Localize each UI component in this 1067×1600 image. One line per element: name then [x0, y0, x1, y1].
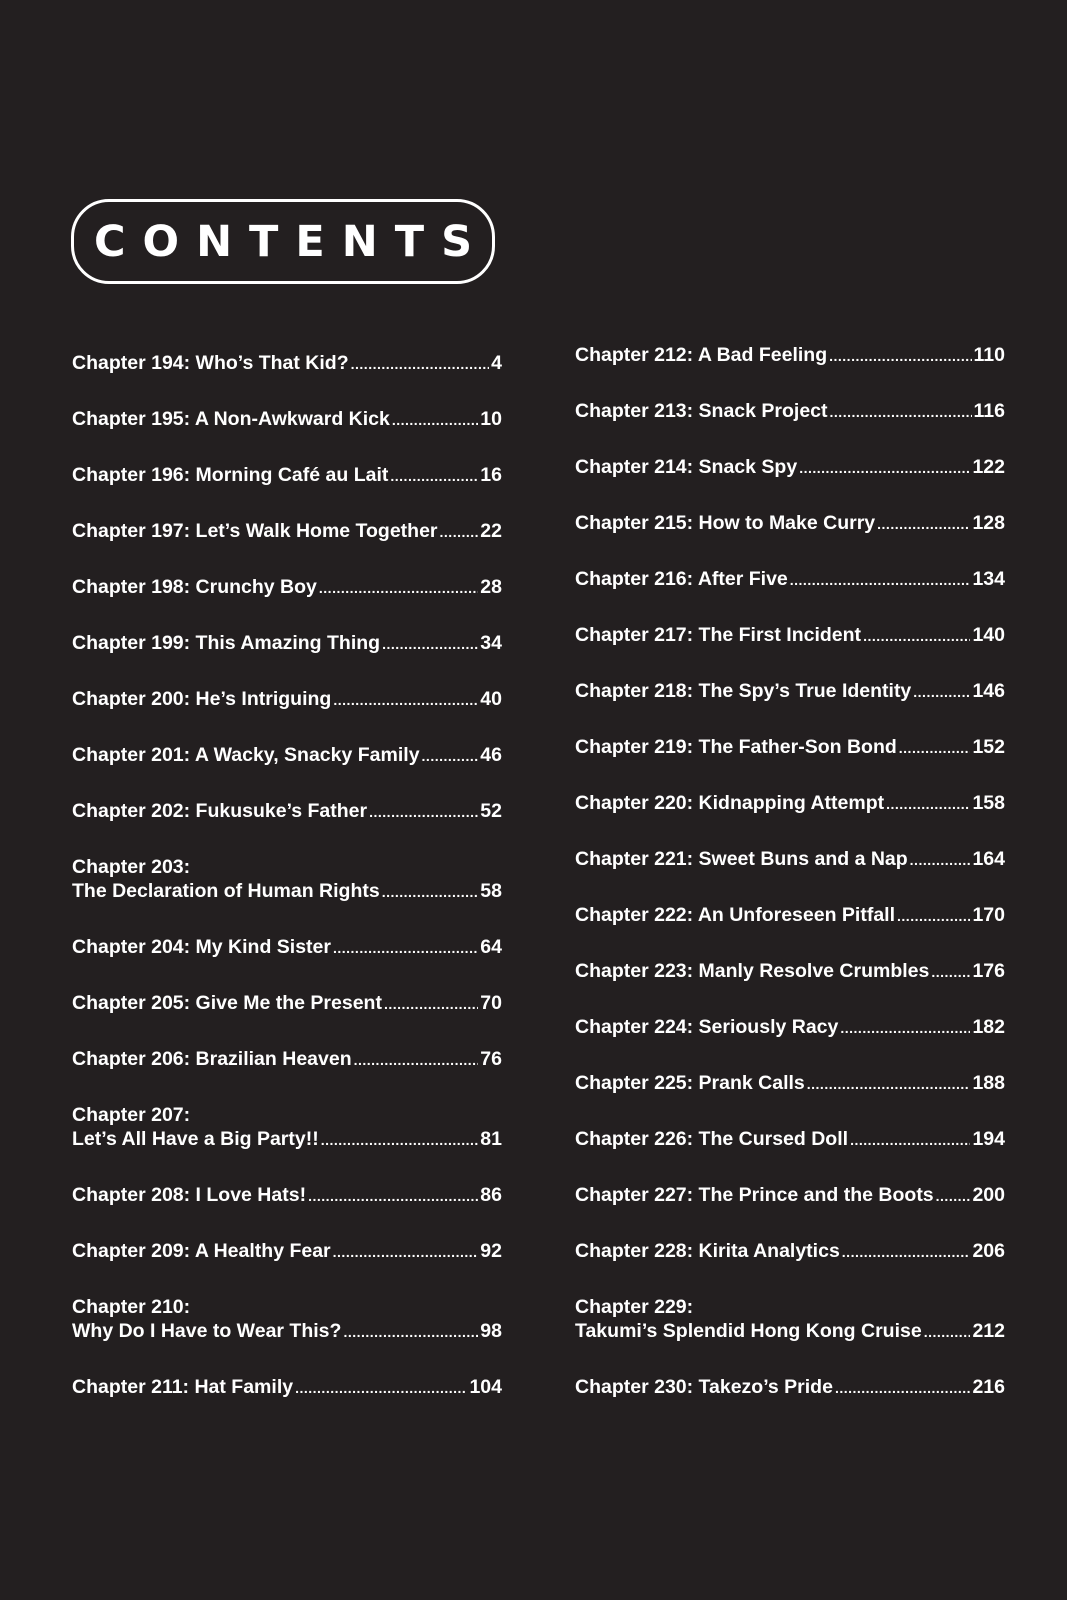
- toc-entry-line: [72, 1375, 502, 1400]
- toc-entry-line: [575, 399, 1005, 424]
- chapter-title: Chapter 202: Fukusuke’s Father: [72, 800, 368, 822]
- dot-leader: [392, 407, 478, 432]
- toc-entry-line: [575, 959, 1005, 984]
- chapter-title: Chapter 215: How to Make Curry: [575, 512, 876, 534]
- chapter-title: Chapter 228: Kirita Analytics: [575, 1240, 840, 1262]
- toc-entry-line: [72, 463, 502, 488]
- page-number: 128: [972, 512, 1005, 534]
- toc-entry-line: [575, 1015, 1005, 1040]
- page-number: 200: [972, 1184, 1005, 1206]
- chapter-title: Chapter 196: Morning Café au Lait: [72, 464, 389, 486]
- chapter-title: Chapter 225: Prank Calls: [575, 1072, 805, 1094]
- dot-leader: [830, 399, 972, 424]
- toc-entry: [72, 687, 502, 711]
- chapter-title: Chapter 216: After Five: [575, 568, 788, 590]
- chapter-title: Chapter 217: The First Incident: [575, 624, 862, 646]
- page-number: 34: [480, 632, 502, 654]
- toc-entry-line: [575, 1319, 1005, 1344]
- dot-leader: [850, 1127, 970, 1152]
- page-number: 116: [973, 400, 1005, 422]
- chapter-title: Chapter 194: Who’s That Kid?: [72, 352, 349, 374]
- page-number: 158: [972, 792, 1005, 814]
- toc-entry: [72, 1295, 502, 1343]
- chapter-title: The Declaration of Human Rights: [72, 880, 380, 902]
- chapter-title: Chapter 208: I Love Hats!: [72, 1184, 307, 1206]
- toc-entry-line: [72, 1047, 502, 1072]
- toc-entry-line: [72, 1127, 502, 1152]
- dot-leader: [913, 679, 970, 704]
- chapter-title: Chapter 201: A Wacky, Snacky Family: [72, 744, 420, 766]
- dot-leader: [790, 567, 971, 592]
- page-number: 164: [972, 848, 1005, 870]
- page-number: 4: [491, 352, 502, 374]
- toc-entry-line: [575, 343, 1005, 368]
- page-number: 86: [480, 1184, 502, 1206]
- toc-entry-line: [72, 519, 502, 544]
- page-number: 152: [972, 736, 1005, 758]
- toc-entry: [72, 1239, 502, 1263]
- dot-leader: [829, 343, 971, 368]
- toc-entry-line: [575, 735, 1005, 760]
- page-number: 98: [480, 1320, 502, 1342]
- dot-leader: [897, 903, 970, 928]
- chapter-title: Chapter 198: Crunchy Boy: [72, 576, 317, 598]
- toc-entry: [575, 735, 1005, 759]
- page-number: 110: [973, 344, 1005, 366]
- toc-entry-line: [72, 407, 502, 432]
- dot-leader: [877, 511, 970, 536]
- toc-entry-line: [575, 623, 1005, 648]
- chapter-title: Chapter 218: The Spy’s True Identity: [575, 680, 912, 702]
- toc-entry: [72, 407, 502, 431]
- toc-entry-line: [575, 1127, 1005, 1152]
- page-number: 81: [480, 1128, 502, 1150]
- page-number: 122: [972, 456, 1005, 478]
- dot-leader: [384, 991, 478, 1016]
- chapter-title: Chapter 219: The Father-Son Bond: [575, 736, 897, 758]
- page-number: 206: [972, 1240, 1005, 1262]
- dot-leader: [840, 1015, 970, 1040]
- page-number: 10: [480, 408, 502, 430]
- toc-entry-line: [72, 879, 502, 904]
- toc-entry: [72, 463, 502, 487]
- dot-leader: [886, 791, 970, 816]
- chapter-title: Chapter 212: A Bad Feeling: [575, 344, 828, 366]
- dot-leader: [343, 1319, 478, 1344]
- toc-entry: [72, 855, 502, 903]
- dot-leader: [333, 1239, 479, 1264]
- dot-leader: [390, 463, 478, 488]
- toc-entry-line: [72, 991, 502, 1016]
- toc-entry-line: [72, 799, 502, 824]
- toc-entry-line: [575, 511, 1005, 536]
- page-number: 28: [480, 576, 502, 598]
- page-number: 194: [972, 1128, 1005, 1150]
- chapter-title: Chapter 211: Hat Family: [72, 1376, 294, 1398]
- page-number: 16: [480, 464, 502, 486]
- chapter-number: Chapter 203:: [72, 856, 191, 878]
- toc-entry-line: [575, 455, 1005, 480]
- toc-entry: [575, 847, 1005, 871]
- page-number: 188: [972, 1072, 1005, 1094]
- toc-entry-line: [575, 679, 1005, 704]
- toc-entry-line: [72, 1183, 502, 1208]
- chapter-title: Chapter 204: My Kind Sister: [72, 936, 331, 958]
- toc-entry-line: [575, 903, 1005, 928]
- dot-leader: [842, 1239, 971, 1264]
- page-number: 104: [469, 1376, 502, 1398]
- page-number: 22: [480, 520, 502, 542]
- toc-entry: [575, 1239, 1005, 1263]
- toc-entry: [72, 1375, 502, 1399]
- chapter-number: Chapter 210:: [72, 1296, 191, 1318]
- page-number: 70: [480, 992, 502, 1014]
- toc-entry-line: [575, 567, 1005, 592]
- toc-entry: [575, 791, 1005, 815]
- dot-leader: [333, 687, 478, 712]
- dot-leader: [382, 879, 479, 904]
- contents-title: CONTENTS: [93, 216, 490, 267]
- toc-entry-line: [575, 847, 1005, 872]
- page-number: 58: [480, 880, 502, 902]
- page-number: 64: [480, 936, 502, 958]
- chapter-title: Chapter 226: The Cursed Doll: [575, 1128, 849, 1150]
- toc-entry: [72, 631, 502, 655]
- toc-entry: [72, 519, 502, 543]
- chapter-number: Chapter 229:: [575, 1296, 694, 1318]
- toc-entry-line: [72, 575, 502, 600]
- toc-entry: [575, 1015, 1005, 1039]
- toc-entry: [575, 903, 1005, 927]
- chapter-title: Chapter 222: An Unforeseen Pitfall: [575, 904, 896, 926]
- toc-entry: [575, 399, 1005, 423]
- chapter-title: Chapter 205: Give Me the Present: [72, 992, 382, 1014]
- toc-entry: [72, 1183, 502, 1207]
- page-number: 134: [972, 568, 1005, 590]
- dot-leader: [382, 631, 478, 656]
- contents-title-box: [71, 199, 495, 284]
- toc-entry: [575, 1183, 1005, 1207]
- toc-entry: [575, 623, 1005, 647]
- page-number: 170: [972, 904, 1005, 926]
- page-number: 212: [972, 1320, 1005, 1342]
- toc-entry: [72, 799, 502, 823]
- dot-leader: [351, 351, 490, 376]
- toc-entry-line: [575, 1375, 1005, 1400]
- chapter-title: Chapter 220: Kidnapping Attempt: [575, 792, 885, 814]
- toc-entry: [575, 959, 1005, 983]
- dot-leader: [369, 799, 478, 824]
- toc-entry: [575, 1071, 1005, 1095]
- toc-entry: [575, 679, 1005, 703]
- toc-entry: [575, 1295, 1005, 1343]
- toc-entry: [575, 511, 1005, 535]
- dot-leader: [319, 575, 478, 600]
- toc-entry-line: [72, 935, 502, 960]
- dot-leader: [321, 1127, 479, 1152]
- page-number: 76: [480, 1048, 502, 1070]
- page-number: 46: [480, 744, 502, 766]
- dot-leader: [807, 1071, 971, 1096]
- page-number: 40: [480, 688, 502, 710]
- chapter-title: Chapter 213: Snack Project: [575, 400, 828, 422]
- dot-leader: [440, 519, 479, 544]
- chapter-title: Chapter 199: This Amazing Thing: [72, 632, 381, 654]
- dot-leader: [835, 1375, 971, 1400]
- chapter-title: Chapter 224: Seriously Racy: [575, 1016, 839, 1038]
- chapter-title: Chapter 195: A Non-Awkward Kick: [72, 408, 390, 430]
- chapter-title: Why Do I Have to Wear This?: [72, 1320, 342, 1342]
- page-number: 92: [480, 1240, 502, 1262]
- page-number: 146: [972, 680, 1005, 702]
- toc-entry-line: [575, 1071, 1005, 1096]
- toc-entry: [575, 1127, 1005, 1151]
- toc-entry-line: [72, 351, 502, 376]
- toc-entry-line: [72, 743, 502, 768]
- dot-leader: [910, 847, 971, 872]
- dot-leader: [422, 743, 479, 768]
- toc-entry-line: [72, 1319, 502, 1344]
- chapter-title: Chapter 214: Snack Spy: [575, 456, 798, 478]
- dot-leader: [799, 455, 970, 480]
- chapter-title: Chapter 223: Manly Resolve Crumbles: [575, 960, 930, 982]
- page-number: 140: [972, 624, 1005, 646]
- chapter-title: Let’s All Have a Big Party!!: [72, 1128, 319, 1150]
- page-number: 176: [972, 960, 1005, 982]
- toc-entry-line: [575, 1183, 1005, 1208]
- chapter-title: Takumi’s Splendid Hong Kong Cruise: [575, 1320, 922, 1342]
- chapter-number: Chapter 207:: [72, 1104, 191, 1126]
- toc-entry: [72, 1047, 502, 1071]
- toc-entry: [575, 1375, 1005, 1399]
- page-number: 216: [972, 1376, 1005, 1398]
- toc-entry: [72, 351, 502, 375]
- toc-entry: [72, 1103, 502, 1151]
- toc-entry-line: [72, 631, 502, 656]
- chapter-title: Chapter 221: Sweet Buns and a Nap: [575, 848, 908, 870]
- toc-entry-line: [575, 1239, 1005, 1264]
- page-number: 52: [480, 800, 502, 822]
- chapter-title: Chapter 197: Let’s Walk Home Together: [72, 520, 438, 542]
- chapter-title: Chapter 227: The Prince and the Boots: [575, 1184, 934, 1206]
- dot-leader: [924, 1319, 971, 1344]
- toc-entry-line: [72, 687, 502, 712]
- dot-leader: [899, 735, 971, 760]
- chapter-title: Chapter 209: A Healthy Fear: [72, 1240, 331, 1262]
- dot-leader: [354, 1047, 479, 1072]
- dot-leader: [936, 1183, 971, 1208]
- toc-entry-line: [575, 791, 1005, 816]
- toc-entry: [575, 343, 1005, 367]
- toc-entry: [575, 567, 1005, 591]
- toc-entry-line: [72, 1239, 502, 1264]
- dot-leader: [863, 623, 970, 648]
- toc-entry: [72, 743, 502, 767]
- dot-leader: [333, 935, 478, 960]
- dot-leader: [931, 959, 970, 984]
- chapter-title: Chapter 230: Takezo’s Pride: [575, 1376, 833, 1398]
- toc-entry: [72, 935, 502, 959]
- toc-entry: [575, 455, 1005, 479]
- page-number: 182: [972, 1016, 1005, 1038]
- toc-entry: [72, 991, 502, 1015]
- chapter-title: Chapter 200: He’s Intriguing: [72, 688, 332, 710]
- chapter-title: Chapter 206: Brazilian Heaven: [72, 1048, 352, 1070]
- toc-entry: [72, 575, 502, 599]
- dot-leader: [308, 1183, 478, 1208]
- dot-leader: [295, 1375, 467, 1400]
